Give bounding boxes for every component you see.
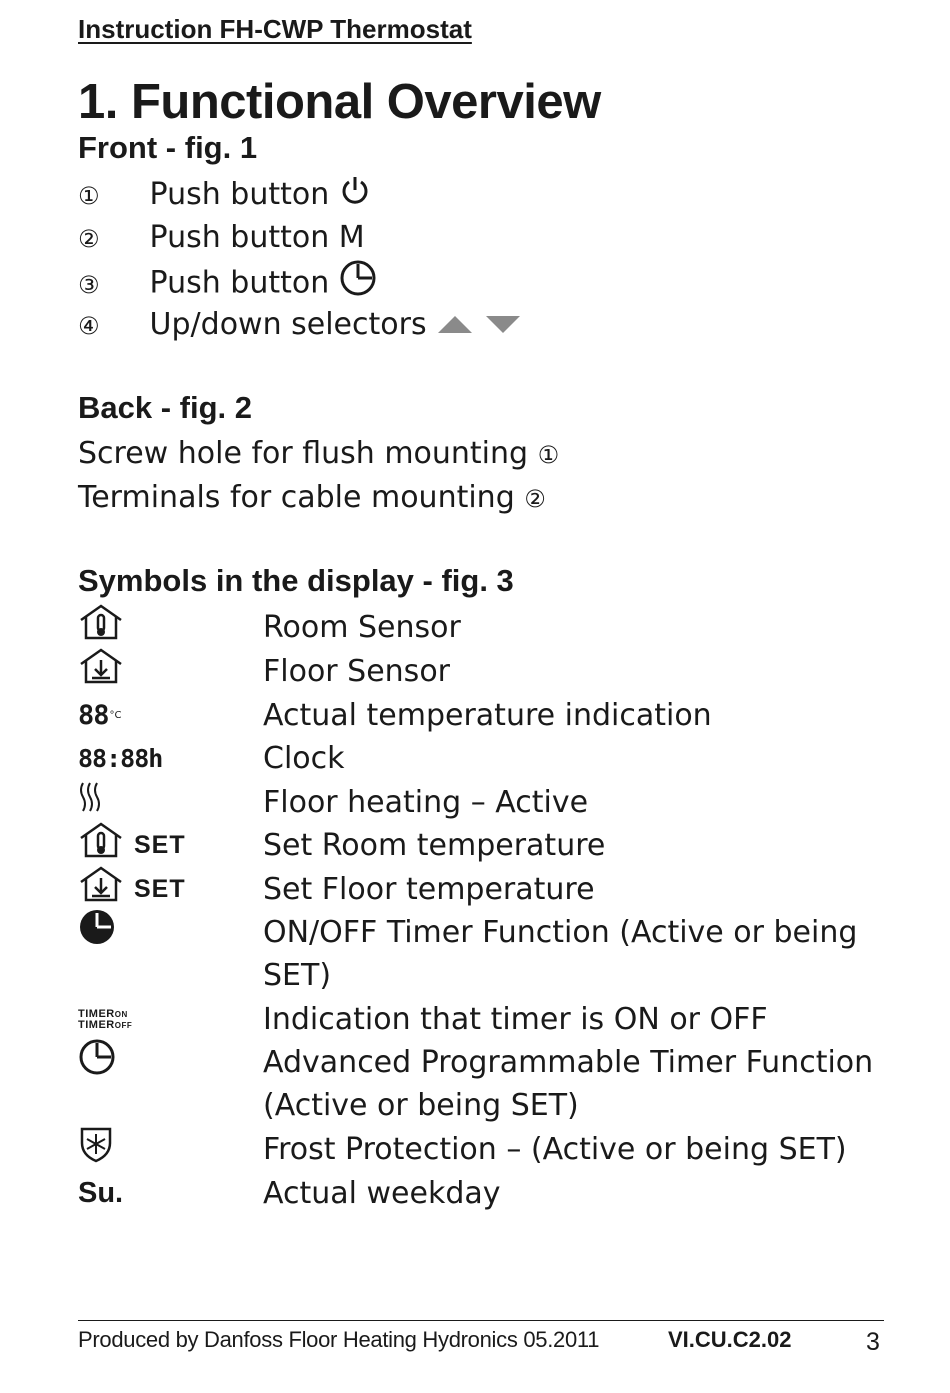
house-floor-sensor-icon	[78, 647, 124, 697]
item-label: Up/down selectors	[149, 307, 427, 342]
set-indicator: SET	[134, 875, 186, 903]
item-number: ②	[78, 225, 100, 253]
symbols-heading: Symbols in the display - fig. 3	[78, 563, 514, 598]
symbol-label: Floor heating – Active	[263, 785, 589, 820]
item-number: ④	[78, 312, 100, 340]
symbol-label: Floor Sensor	[263, 654, 451, 689]
frost-shield-icon	[78, 1125, 114, 1175]
heat-waves-icon	[78, 780, 104, 826]
front-item	[78, 173, 371, 218]
symbol-label: Frost Protection – (Active or being SET)	[263, 1132, 847, 1167]
symbol-label: Advanced Programmable Timer Function (Active or being SET)	[263, 1045, 874, 1123]
item-label: Push button	[149, 265, 330, 301]
item-number: ①	[537, 441, 560, 469]
clock-digits-icon: 88:88h	[78, 744, 163, 773]
house-thermometer-icon	[78, 603, 124, 653]
footer-producer: Produced by Danfoss Floor Heating Hydronics 05.2011	[78, 1327, 600, 1352]
temperature-digits-icon: 88	[78, 700, 109, 731]
item-number: ③	[78, 270, 100, 299]
up-arrow-icon	[436, 304, 474, 347]
symbol-label: Set Floor temperature	[263, 872, 595, 907]
power-icon	[339, 174, 371, 218]
footer-divider	[78, 1320, 884, 1321]
clock-icon	[78, 1038, 116, 1088]
front-item	[78, 216, 365, 261]
front-item	[78, 303, 522, 348]
down-arrow-icon	[484, 304, 522, 347]
symbol-label: Clock	[263, 741, 345, 776]
footer-document-code: VI.CU.C2.02	[668, 1327, 792, 1352]
symbol-label: Indication that timer is ON or OFF	[263, 1002, 768, 1037]
set-indicator: SET	[134, 831, 186, 859]
degree-celsius-mark: °C	[109, 710, 122, 721]
back-item	[78, 476, 546, 521]
page-title: 1. Functional Overview	[78, 75, 601, 129]
symbol-label: Set Room temperature	[263, 828, 606, 863]
symbol-label: Actual temperature indication	[263, 698, 712, 733]
filled-timer-icon	[78, 908, 116, 958]
symbol-label: Room Sensor	[263, 610, 461, 645]
item-label: Push button M	[149, 220, 365, 255]
item-label: Terminals for cable mounting	[78, 480, 515, 515]
item-number: ②	[524, 485, 546, 513]
timer-on-off-icon: TIMERON TIMEROFF	[78, 1007, 133, 1031]
weekday-symbol: Su.	[78, 1177, 124, 1209]
clock-icon	[339, 259, 377, 309]
page-number: 3	[866, 1328, 880, 1356]
item-number: ①	[78, 182, 100, 210]
symbol-label: Actual weekday	[263, 1176, 501, 1211]
back-heading: Back - fig. 2	[78, 390, 252, 425]
symbol-label: ON/OFF Timer Function (Active or being SET)	[263, 915, 858, 993]
item-label: Push button	[149, 177, 330, 212]
house-thermometer-icon	[78, 821, 124, 871]
front-item	[78, 259, 377, 309]
front-heading: Front - fig. 1	[78, 130, 258, 165]
item-label: Screw hole for flush mounting	[78, 436, 529, 471]
document-header: Instruction FH-CWP Thermostat	[78, 14, 472, 44]
back-item	[78, 432, 559, 477]
